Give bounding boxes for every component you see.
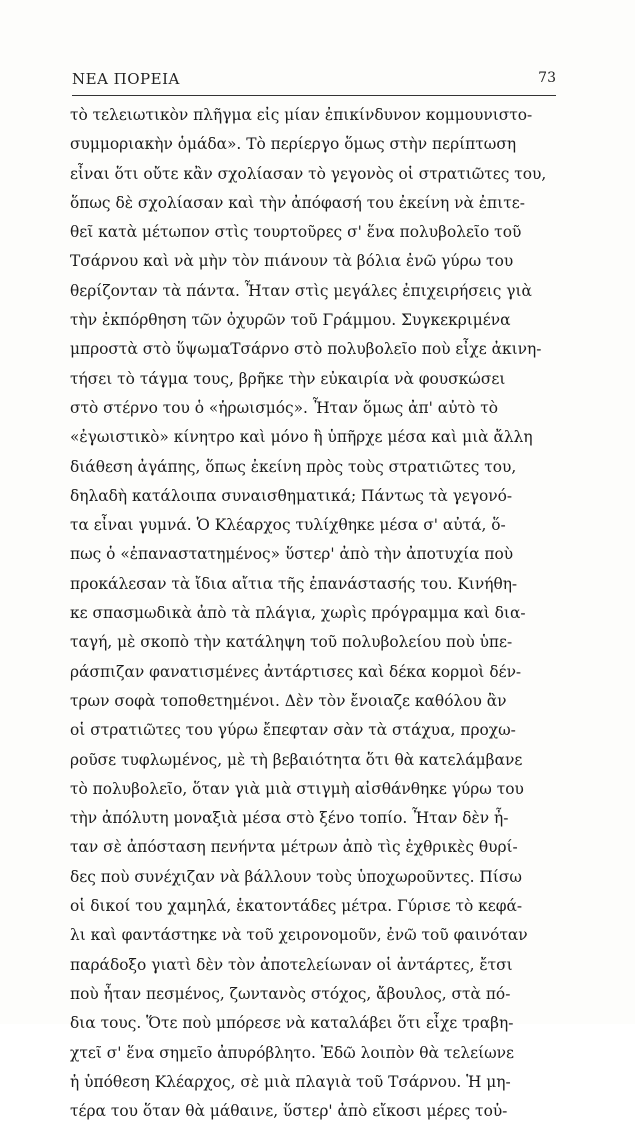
text-line: παράδοξο γιατὶ δὲν τὸν ἀποτελείωναν οἱ ἀντάρτες, ἔτσι [70, 955, 513, 974]
text-line: κε σπασμωδικὰ ἀπὸ τὰ πλάγια, χωρὶς πρόγραμμα καὶ δια- [70, 604, 526, 623]
text-line: μπροστὰ στὸ ὕψωμαΤσάρνο στὸ πολυβολεῖο ποὺ εἶχε ἀκινη- [70, 340, 542, 359]
text-line: συμμοριακὴν ὁμάδα». Τὸ περίεργο ὅμως στὴν περίπτωση [70, 135, 517, 154]
text-line: δες ποὺ συνέχιζαν νὰ βάλλουν τοὺς ὑποχωροῦντες. Πίσω [70, 867, 522, 886]
text-line: δηλαδὴ κατάλοιπα συναισθηματικά; Πάντως τὰ γεγονό- [70, 486, 513, 505]
body-text [70, 101, 558, 1126]
header-rule [72, 95, 556, 96]
text-line: ράσπιζαν φανατισμένες ἀντάρτισες καὶ δέκα κορμοὶ δέν- [70, 662, 522, 681]
text-line: διάθεση ἀγάπης, ὅπως ἐκείνη πρὸς τοὺς στρατιῶτες του, [70, 457, 517, 476]
text-line: ὅπως δὲ σχολίασαν καὶ τὴν ἀπόφασή του ἐκείνη νὰ ἐπιτε- [70, 193, 525, 212]
text-line: τα εἶναι γυμνά. Ὁ Κλέαρχος τυλίχθηκε μέσα σ' αὐτά, ὅ- [70, 516, 506, 535]
text-line: ταγή, μὲ σκοπὸ τὴν κατάληψη τοῦ πολυβολείου ποὺ ὑπε- [70, 633, 513, 652]
text-line: ποὺ ἦταν πεσμένος, ζωντανὸς στόχος, ἄβουλος, στὰ πό- [70, 984, 511, 1003]
text-line: τρων σοφὰ τοποθετημένοι. Δὲν τὸν ἔνοιαζε καθόλου ἂν [70, 691, 507, 710]
text-line: τὴν ἐκπόρθηση τῶν ὀχυρῶν τοῦ Γράμμου. Συγκεκριμένα [70, 311, 511, 330]
text-line: τὸ τελειωτικὸν πλῆγμα εἰς μίαν ἐπικίνδυνον κομμουνιστο- [70, 106, 533, 124]
text-line: τὴν ἀπόλυτη μοναξιὰ μέσα στὸ ξένο τοπίο. Ἦταν δὲν ἦ- [70, 809, 509, 828]
text-line: εἶναι ὅτι οὔτε κἂν σχολίασαν τὸ γεγονὸς οἱ στρατιῶτες του, [70, 164, 547, 183]
text-line: λι καὶ φαντάστηκε νὰ τοῦ χειρονομοῦν, ἐνῶ τοῦ φαινόταν [70, 926, 528, 945]
text-line: θερίζονταν τὰ πάντα. Ἦταν στὶς μεγάλες ἐπιχειρήσεις γιὰ [70, 281, 532, 300]
text-line: θεῖ κατὰ μέτωπον στὶς τουρτοῦρες σ' ἕνα πολυβολεῖο τοῦ [70, 223, 522, 242]
text-line: οἱ δικοί του χαμηλά, ἑκατοντάδες μέτρα. Γύρισε τὸ κεφά- [70, 897, 523, 916]
text-line: στὸ στέρνο του ὁ «ἡρωισμός». Ἦταν ὅμως ἀπ' αὐτὸ τὸ [70, 398, 498, 417]
text-line: χτεῖ σ' ἕνα σημεῖο ἀπυρόβλητο. Ἐδῶ λοιπὸν θὰ τελείωνε [70, 1043, 514, 1062]
running-head [72, 70, 556, 92]
text-line: ταν σὲ ἀπόσταση πενήντα μέτρων ἀπὸ τὶς ἐχθρικὲς θυρί- [70, 838, 518, 857]
text-line: «ἐγωιστικὸ» κίνητρο καὶ μόνο ἢ ὑπῆρχε μέσα καὶ μιὰ ἄλλη [70, 428, 533, 447]
text-line: τὸ πολυβολεῖο, ὅταν γιὰ μιὰ στιγμὴ αἰσθάνθηκε γύρω του [70, 779, 524, 798]
journal-title: ΝΕΑ ΠΟΡΕΙΑ [72, 70, 180, 88]
page-number: 73 [538, 70, 556, 86]
text-line: τέρα του ὅταν θὰ μάθαινε, ὕστερ' ἀπὸ εἴκοσι μέρες τοὐ- [70, 1102, 508, 1121]
text-line: ροῦσε τυφλωμένος, μὲ τὴ βεβαιότητα ὅτι θὰ κατελάμβανε [70, 750, 523, 769]
text-line: δια τους. Ὅτε ποὺ μπόρεσε νὰ καταλάβει ὅτι εἶχε τραβη- [70, 1014, 514, 1033]
text-line: τήσει τὸ τάγμα τους, βρῆκε τὴν εὐκαιρία νὰ φουσκώσει [70, 369, 506, 388]
text-line: ἡ ὑπόθεση Κλέαρχος, σὲ μιὰ πλαγιὰ τοῦ Τσάρνου. Ἡ μη- [70, 1072, 511, 1091]
text-line: προκάλεσαν τὰ ἴδια αἴτια τῆς ἐπανάστασής του. Κινήθη- [70, 574, 518, 593]
text-line: Τσάρνου καὶ νὰ μὴν τὸν πιάνουν τὰ βόλια ἐνῶ γύρω του [70, 252, 514, 271]
text-line: πως ὁ «ἐπαναστατημένος» ὕστερ' ἀπὸ τὴν ἀποτυχία ποὺ [70, 545, 514, 564]
text-line: οἱ στρατιῶτες του γύρω ἔπεφταν σὰν τὰ στάχυα, προχω- [70, 721, 516, 740]
